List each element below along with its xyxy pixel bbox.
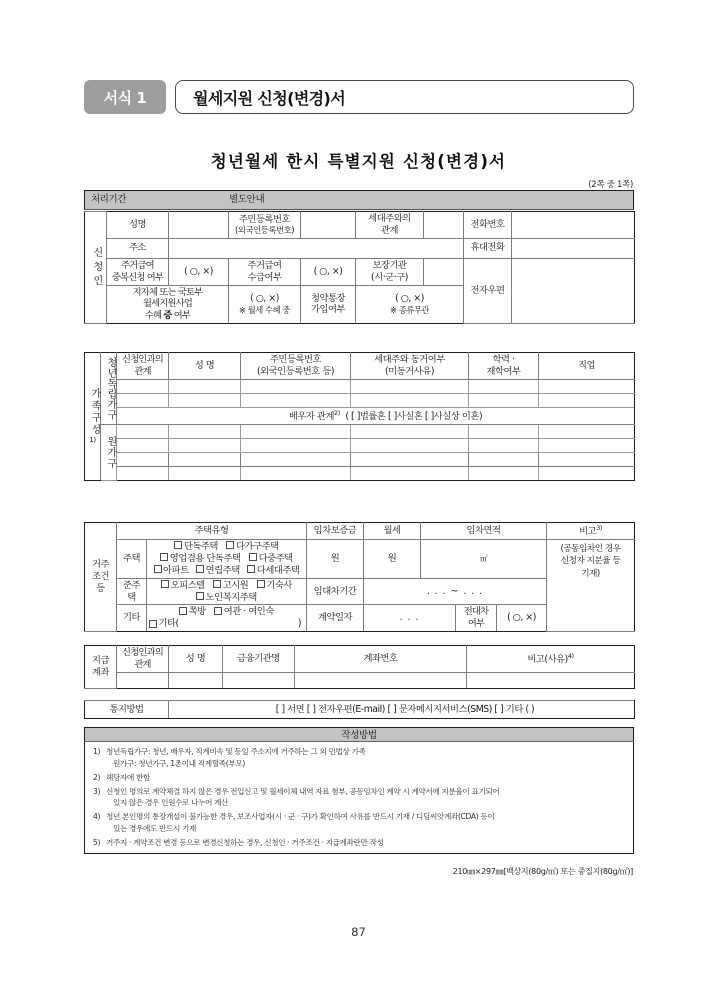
email-label: 전자우편 — [464, 258, 512, 323]
lease-period-input[interactable]: . . . ~ . . . — [364, 578, 547, 605]
sublease-label: 전대차 여부 — [456, 605, 497, 632]
bank-name-input[interactable] — [223, 672, 295, 688]
checkbox-icon[interactable] — [149, 620, 157, 628]
origin-row-relation[interactable] — [117, 438, 169, 452]
note-text: 신청인 명의로 계약체결 하지 않은 경우 전입신고 및 월세이체 내역 자료 첨부, 공동임차인 계약 시 계약서에 지분율이 표기되어 있지 않은 경우 인원수로 나누어 계산 — [106, 786, 500, 808]
contract-date-label: 계약일자 — [307, 605, 364, 632]
guarantee-agency-label: 보장기관 (시·군·구) — [356, 258, 424, 285]
origin-row-relation[interactable] — [117, 424, 169, 438]
origin-row-name[interactable] — [169, 466, 241, 480]
sublease-choice[interactable]: ( ○, ×) — [497, 605, 547, 632]
method-band: 작성방법 — [84, 727, 634, 742]
checkbox-icon[interactable] — [161, 580, 169, 588]
note-item — [93, 746, 627, 769]
origin-row-job[interactable] — [539, 452, 635, 466]
residence-section-label: 거주 조건 등 — [85, 523, 117, 632]
origin-row-rrn[interactable] — [241, 466, 351, 480]
notes-section — [84, 742, 634, 854]
house-opts-line2[interactable]: 영업겸용 단독주택 다중주택 — [149, 553, 304, 565]
account-section-label: 지급 계좌 — [85, 646, 117, 689]
quasi-house-row-label: 준주택 — [117, 578, 147, 605]
subscription-account-label: 청약통장 가입여부 — [301, 285, 356, 324]
residence-conditions-table — [84, 522, 635, 632]
origin-row-edu[interactable] — [469, 424, 539, 438]
processing-band-cell — [85, 191, 634, 210]
name-label: 성명 — [107, 212, 169, 239]
origin-row-cohab[interactable] — [351, 466, 469, 480]
youth-row-rrn[interactable] — [241, 379, 351, 393]
processing-time-label: 처리기간 — [91, 193, 127, 205]
applicant-section-label: 신청인 — [85, 212, 107, 324]
processing-band-table — [84, 190, 634, 210]
area-input[interactable]: ㎡ — [421, 539, 547, 578]
name-input[interactable] — [169, 212, 229, 239]
checkbox-icon[interactable] — [196, 565, 204, 573]
checkbox-icon[interactable] — [249, 553, 257, 561]
youth-row-edu[interactable] — [469, 379, 539, 393]
lease-period-label: 임대차기간 — [307, 578, 364, 605]
origin-row-name[interactable] — [169, 452, 241, 466]
contract-date-input[interactable]: . . . — [364, 605, 456, 632]
youth-row-cohab[interactable] — [351, 379, 469, 393]
address-label: 주소 — [107, 238, 169, 258]
local-rent-support-label: 지자체 또는 국토부 월세지원사업 수혜 중 여부 — [107, 285, 229, 324]
youth-row-edu[interactable] — [469, 393, 539, 407]
rrn-label: 주민등록번호 (외국인등록번호) — [229, 212, 301, 239]
housing-benefit-duplicate-choice[interactable]: ( ○, ×) — [169, 258, 229, 285]
document-title: 청년월세 한시 특별지원 신청(변경)서 — [210, 152, 507, 171]
note-number: 4) — [93, 812, 101, 822]
youth-row-job[interactable] — [539, 393, 635, 407]
other-opts-line2[interactable]: 기타( ) — [149, 618, 304, 630]
page-indicator: (2쪽 중 1쪽) — [588, 180, 633, 190]
checkbox-icon[interactable] — [196, 592, 204, 600]
checkbox-icon[interactable] — [226, 541, 234, 549]
checkbox-icon[interactable] — [247, 565, 255, 573]
local-rent-support-choice[interactable]: ( ○, ×) ※ 월세 수혜 중 — [229, 285, 301, 324]
quasi-opts-line2[interactable]: 노인복지주택 — [149, 592, 304, 604]
note-number: 1) — [93, 747, 101, 756]
account-relation-header: 신청인과의 관계 — [117, 646, 169, 673]
house-row-label: 주택 — [117, 539, 147, 578]
origin-row-edu[interactable] — [469, 438, 539, 452]
checkbox-icon[interactable] — [179, 607, 187, 615]
note-number: 5) — [93, 837, 101, 847]
house-opts-line3[interactable]: 아파트 연립주택 다세대주택 — [149, 565, 304, 577]
note-text: 거주지 · 계약조건 변경 등으로 변경신청하는 경우, 신청인 · 거주조건 · 지급계좌란만 작성 — [106, 837, 384, 847]
youth-row-relation[interactable] — [117, 393, 169, 407]
applicant-table — [84, 211, 635, 324]
house-type-options[interactable] — [147, 539, 307, 578]
origin-row-name[interactable] — [169, 438, 241, 452]
rent-input[interactable]: 원 — [364, 539, 421, 578]
quasi-house-options[interactable] — [147, 578, 307, 605]
deposit-header: 임차보증금 — [307, 523, 364, 540]
page-number: 87 — [351, 925, 366, 939]
account-remarks-input[interactable] — [467, 672, 635, 688]
head-relation-input[interactable] — [424, 212, 464, 239]
origin-row-edu[interactable] — [469, 466, 539, 480]
origin-row-edu[interactable] — [469, 452, 539, 466]
housing-benefit-receipt-choice[interactable]: ( ○, ×) — [301, 258, 356, 285]
form-header — [84, 80, 634, 114]
paper-specification: 210㎜×297㎜[백상지(80g/㎡) 또는 중질지(80g/㎡)] — [452, 867, 633, 876]
note-item — [93, 837, 627, 849]
housing-benefit-receipt-label: 주거급여 수급여부 — [229, 258, 301, 285]
subscription-account-choice[interactable]: ( ○, ×) ※ 종류무관 — [356, 285, 464, 324]
email-input[interactable] — [512, 258, 635, 323]
checkbox-icon[interactable] — [174, 541, 182, 549]
payment-account-table — [84, 645, 635, 689]
origin-row-cohab[interactable] — [351, 424, 469, 438]
note-number: 3) — [93, 786, 101, 796]
spouse-relation-row[interactable]: 배우자 관계$^{2)}$ ( [ ]법률혼 [ ]사실혼 [ ]사실상 이혼) — [117, 407, 635, 424]
phone-label: 전화번호 — [464, 212, 512, 239]
origin-row-job[interactable] — [539, 466, 635, 480]
checkbox-icon[interactable] — [213, 580, 221, 588]
account-number-header: 계좌번호 — [295, 646, 467, 673]
youth-row-rrn[interactable] — [241, 393, 351, 407]
head-relation-label: 세대주와의 관계 — [356, 212, 424, 239]
youth-row-relation[interactable] — [117, 379, 169, 393]
checkbox-icon[interactable] — [154, 565, 162, 573]
note-text: 해당자에 한함 — [106, 772, 150, 782]
origin-row-job[interactable] — [539, 424, 635, 438]
col-rrn-header: 주민등록번호 (외국인등록번호 등) — [241, 353, 351, 380]
checkbox-icon[interactable] — [214, 607, 222, 615]
remarks-note: (공동임차인 경우 신청자 지분율 등 기재) — [547, 539, 635, 631]
remarks-header: 비고$^{3)}$ — [547, 523, 635, 540]
col-cohabitation-header: 세대주와 동거여부 (미동거사유) — [351, 353, 469, 380]
guarantee-agency-input[interactable] — [424, 258, 464, 285]
house-opts-line1[interactable]: 단독주택 다가구주택 — [149, 541, 304, 553]
origin-row-cohab[interactable] — [351, 452, 469, 466]
note-text: 청년독립가구: 청년, 배우자, 직계비속 및 동일 주소지에 거주하는 그 외 민법상 가족 원가구: 청년가구, 1촌이내 직계혈족(부모) — [106, 747, 366, 768]
mobile-label: 휴대전화 — [464, 238, 512, 258]
address-input[interactable] — [169, 238, 464, 258]
rrn-input[interactable] — [301, 212, 356, 239]
account-remarks-header: 비고(사유)$^{4)}$ — [467, 646, 635, 673]
checkbox-icon[interactable] — [160, 553, 168, 561]
origin-row-job[interactable] — [539, 438, 635, 452]
bank-name-header: 금융기관명 — [223, 646, 295, 673]
youth-row-cohab[interactable] — [351, 393, 469, 407]
housing-type-header: 주택유형 — [117, 523, 307, 540]
note-number: 2) — [93, 772, 101, 782]
note-item — [93, 811, 627, 834]
form-title: 월세지원 신청(변경)서 — [175, 80, 634, 114]
origin-row-relation[interactable] — [117, 466, 169, 480]
col-name-header: 성 명 — [169, 353, 241, 380]
mobile-input[interactable] — [512, 238, 635, 258]
note-item — [93, 786, 627, 809]
other-options[interactable] — [147, 605, 307, 632]
notification-method-label: 통지방법 — [85, 701, 169, 719]
note-item — [93, 772, 627, 784]
account-name-header: 성 명 — [169, 646, 223, 673]
youth-row-job[interactable] — [539, 379, 635, 393]
rent-header: 월세 — [364, 523, 421, 540]
account-number-input[interactable] — [295, 672, 467, 688]
other-opts-line1[interactable]: 쪽방 여관 · 여인숙 — [149, 606, 304, 618]
quasi-opts-line1[interactable]: 오피스텔 고시원 기숙사 — [149, 580, 304, 592]
other-row-label: 기타 — [117, 605, 147, 632]
origin-household-label: 원가구 — [101, 424, 117, 480]
processing-time-value: 별도안내 — [229, 193, 265, 205]
notification-method-table — [84, 700, 635, 719]
origin-row-cohab[interactable] — [351, 438, 469, 452]
youth-household-label: 청년독립가구 — [101, 353, 117, 425]
origin-row-rrn[interactable] — [241, 452, 351, 466]
checkbox-icon[interactable] — [257, 580, 265, 588]
area-header: 임차면적 — [421, 523, 547, 540]
account-name-input[interactable] — [169, 672, 223, 688]
housing-benefit-duplicate-label: 주거급여 중복신청 여부 — [107, 258, 169, 285]
family-composition-table — [84, 352, 635, 481]
youth-row-name[interactable] — [169, 379, 241, 393]
family-section-label: 가족구성 1) — [85, 353, 101, 481]
account-relation-input[interactable] — [117, 672, 169, 688]
form-number-badge: 서식 1 — [84, 80, 166, 114]
phone-input[interactable] — [512, 212, 635, 239]
col-job-header: 직업 — [539, 353, 635, 380]
col-education-header: 학력 · 재학여부 — [469, 353, 539, 380]
youth-row-name[interactable] — [169, 393, 241, 407]
origin-row-rrn[interactable] — [241, 424, 351, 438]
deposit-input[interactable]: 원 — [307, 539, 364, 578]
origin-row-relation[interactable] — [117, 452, 169, 466]
notification-method-options[interactable]: [ ] 서면 [ ] 전자우편(E-mail) [ ] 문자메시지서비스(SMS) [ ] 기타 ( ) — [169, 701, 635, 719]
origin-row-rrn[interactable] — [241, 438, 351, 452]
origin-row-name[interactable] — [169, 424, 241, 438]
note-text: 청년 본인명의 통장개설이 불가능한 경우, 보조사업자(시 · 군 · 구)가 확인하여 사유를 반드시 기재 / 디딤씨앗계좌(CDA) 등이 있는 경우에도 반드시 기재 — [106, 812, 495, 833]
col-relation-header: 신청인과의 관계 — [117, 353, 169, 380]
